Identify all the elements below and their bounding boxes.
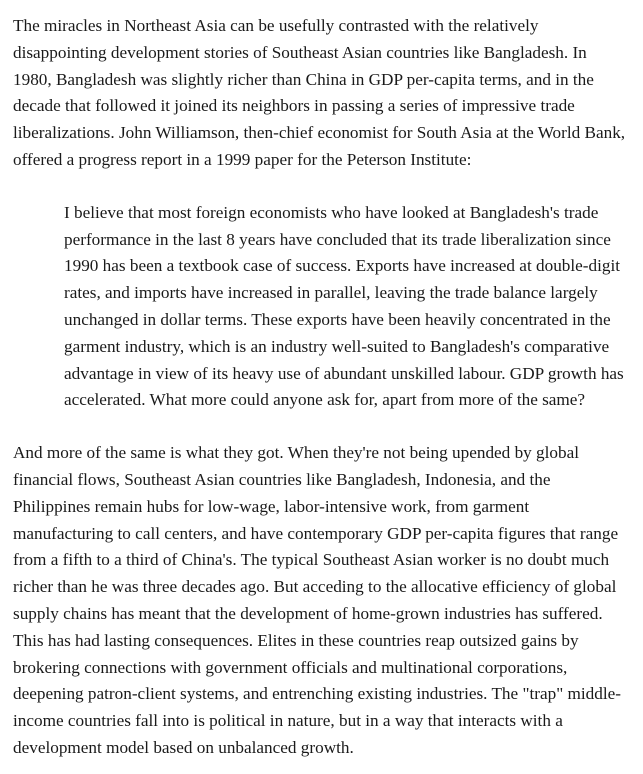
- intro-paragraph: The miracles in Northeast Asia can be usefully contrasted with the relatively disappointing development stories of Southeast Asian countries like Bangladesh. In 1980, Bangladesh was slightly richer than China in GDP per-capita terms, and in the decade that followed it joined its neighbors in passing a series of impressive trade liberalizations. John Williamson, then-chief economist for South Asia at the World Bank, offered a progress report in a 1999 paper for the Peterson Institute:: [13, 16, 626, 169]
- analysis-paragraph: And more of the same is what they got. When they're not being upended by global financial flows, Southeast Asian countries like Bangladesh, Indonesia, and the Philippines remain hubs for low-wage, labor-intensive work, from garment manufacturing to call centers, and have contemporary GDP per-capita figures that range from a fifth to a third of China's. The typical Southeast Asian worker is no doubt much richer than he was three decades ago. But acceding to the allocative efficiency of global supply chains has meant that the development of home-grown industries has suffered. This has had lasting consequences. Elites in these countries reap outsized gains by brokering connections with government officials and multinational corporations, deepening patron-client systems, and entrenching existing industries. The "trap" middle-income countries fall into is political in nature, but in a way that interacts with a development model based on unbalanced growth.: [13, 443, 621, 757]
- williamson-quote: I believe that most foreign economists who have looked at Bangladesh's trade performance in the last 8 years have concluded that its trade liberalization since 1990 has been a textbook case of success. Exports have increased at double-digit rates, and imports have increased in parallel, leaving the trade balance largely unchanged in dollar terms. These exports have been heavily concentrated in the garment industry, which is an industry well-suited to Bangladesh's comparative advantage in view of its heavy use of abundant unskilled labour. GDP growth has accelerated. What more could anyone ask for, apart from more of the same?: [64, 202, 624, 410]
